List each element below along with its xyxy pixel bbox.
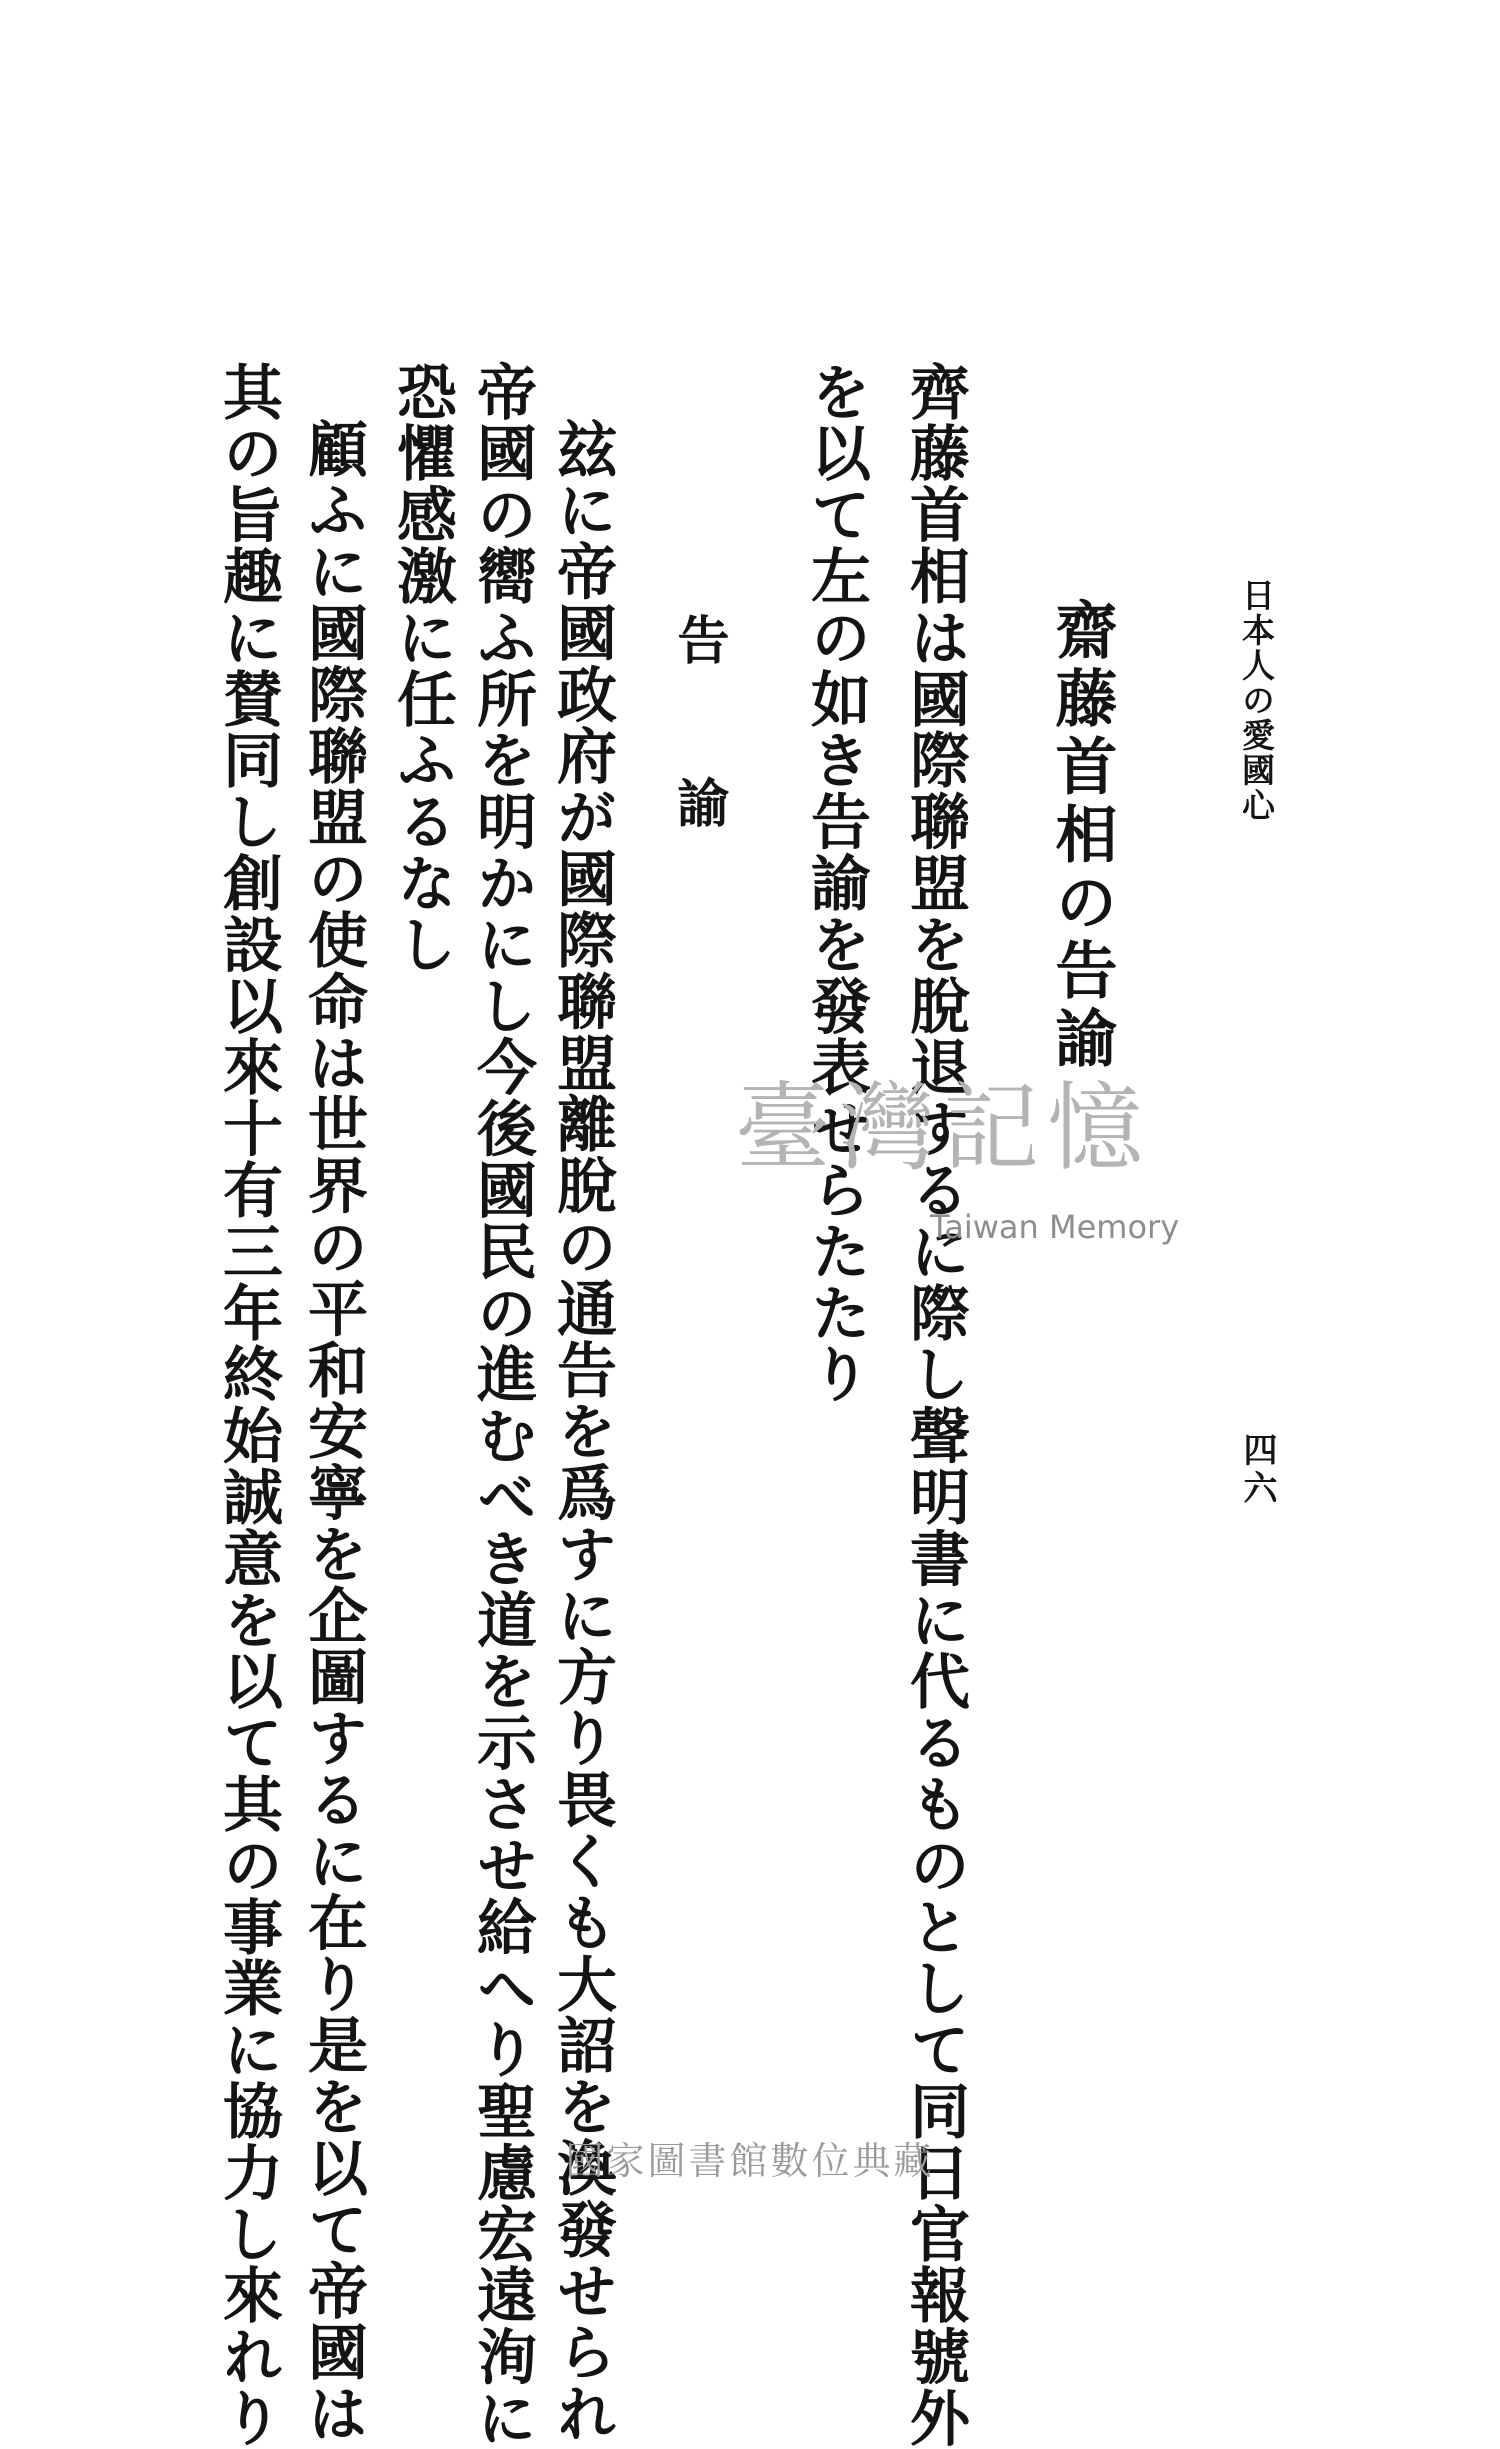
intro-line-2: を以て左の如き告諭を發表せらたたり: [801, 361, 871, 1405]
watermark-subtitle: Taiwan Memory: [930, 1208, 1180, 1246]
proclamation-heading-char-2: 諭: [668, 776, 729, 828]
watermark-logo: 臺灣記憶: [735, 1072, 1151, 1184]
intro-line-1: 齊藤首相は國際聯盟を脫退するに際し聲明書に代るものとして同日官報號外: [900, 361, 970, 2449]
page-number: 四六: [1237, 1432, 1277, 1508]
body-line-1: 玆に帝國政府が國際聯盟離脫の通告を爲すに方り畏くも大詔を渙發せられ: [547, 418, 617, 2445]
proclamation-heading-char-1: 告: [668, 613, 729, 665]
body-line-3: 恐懼感激に任ふるなし: [387, 361, 457, 975]
library-footer: 國家圖書館數位典藏: [565, 2139, 935, 2183]
taiwan-memory-watermark: [735, 1072, 1215, 1260]
article-title: 齋藤首相の告諭: [1045, 598, 1118, 1074]
running-head: 日本人の愛國心: [1237, 578, 1276, 823]
body-line-2: 帝國の嚮ふ所を明かにし今後國民の進むべき道を示させ給へり聖慮宏遠洵に: [467, 361, 537, 2449]
body-line-5: 其の旨趣に賛同し創設以來十有三年終始誠意を以て其の事業に協力し來れり: [213, 361, 283, 2449]
body-line-4: 顧ふに國際聯盟の使命は世界の平和安寧を企圖するに在り是を以て帝國は: [298, 418, 368, 2445]
